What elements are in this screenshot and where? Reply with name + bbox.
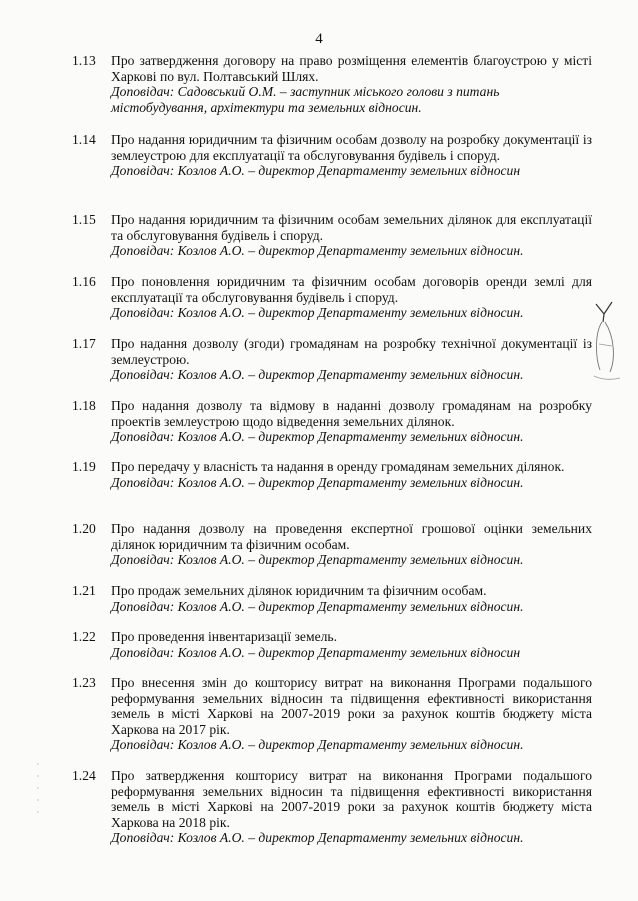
agenda-item <box>72 212 592 259</box>
agenda-item <box>72 675 592 753</box>
scan-artifact <box>36 760 40 820</box>
agenda-item <box>72 583 592 614</box>
item-speaker: Доповідач: Козлов А.О. – директор Департаменту земельних відносин. <box>111 367 524 382</box>
item-speaker: Доповідач: Козлов А.О. – директор Департаменту земельних відносин. <box>111 830 524 845</box>
item-title: Про продаж земельних ділянок юридичним та фізичним особам. <box>111 583 487 598</box>
handwritten-margin-mark <box>590 300 622 384</box>
item-title: Про затвердження договору на право розміщення елементів благоустрою у місті Харкові по вул. Полтавський Шлях. <box>111 53 592 84</box>
item-title: Про надання дозволу (згоди) громадянам на розробку технічної документації із землеустрою. <box>111 336 592 367</box>
item-speaker: Доповідач: Козлов А.О. – директор Департаменту земельних відносин <box>111 644 521 660</box>
item-number: 1.17 <box>72 336 96 351</box>
item-number: 1.20 <box>72 521 96 536</box>
item-title: Про надання дозволу на проведення експертної грошової оцінки земельних ділянок юридичним та фізичним особам. <box>111 521 592 552</box>
page-number: 4 <box>315 31 323 47</box>
item-title: Про надання юридичним та фізичним особам земельних ділянок для експлуатації та обслуговування будівель і споруд. <box>111 212 592 243</box>
agenda-item <box>72 336 592 383</box>
item-number: 1.24 <box>72 768 96 783</box>
item-title: Про поновлення юридичним та фізичним особам договорів оренди землі для експлуатації та обслуговування будівель і споруд. <box>111 274 592 305</box>
item-speaker: Доповідач: Козлов А.О. – директор Департаменту земельних відносин. <box>111 552 524 567</box>
item-number: 1.21 <box>72 583 96 598</box>
item-number: 1.22 <box>72 629 96 644</box>
agenda-item <box>72 398 592 445</box>
item-number: 1.23 <box>72 675 96 690</box>
item-speaker: Доповідач: Козлов А.О. – директор Департаменту земельних відносин. <box>111 598 524 614</box>
item-number: 1.19 <box>72 459 96 474</box>
item-speaker: Доповідач: Козлов А.О. – директор Департаменту земельних відносин. <box>111 429 524 444</box>
item-speaker: Доповідач: Козлов А.О. – директор Департаменту земельних відносин. <box>111 474 524 490</box>
agenda-item <box>72 53 592 115</box>
item-speaker: Доповідач: Козлов А.О. – директор Департаменту земельних відносин <box>111 163 521 178</box>
item-number: 1.15 <box>72 212 96 227</box>
agenda-item <box>72 521 592 568</box>
item-speaker: Доповідач: Садовський О.М. – заступник міського голови з питань містобудування, архітектури та земельних відносин. <box>111 84 500 115</box>
agenda-item <box>72 768 592 846</box>
item-title: Про проведення інвентаризації земель. <box>111 629 337 644</box>
item-title: Про надання юридичним та фізичним особам дозволу на розробку документації із землеустрою для експлуатації та обслуговування будівель і споруд. <box>111 132 592 163</box>
item-title: Про надання дозволу та відмову в наданні дозволу громадянам на розробку проектів землеустрою щодо відведення земельних ділянок. <box>111 398 592 429</box>
item-title: Про затвердження кошторису витрат на виконання Програми подальшого реформування земельних відносин та підвищення ефективності використання земель в місті Харкові на 2007-2019 роки за рахунок коштів бюджету міста Харкова на 2018 рік. <box>111 768 592 830</box>
agenda-item <box>72 274 592 321</box>
item-title: Про передачу у власність та надання в оренду громадянам земельних ділянок. <box>111 459 565 474</box>
agenda-item <box>72 132 592 179</box>
item-speaker: Доповідач: Козлов А.О. – директор Департаменту земельних відносин. <box>111 737 524 752</box>
item-speaker: Доповідач: Козлов А.О. – директор Департаменту земельних відносин. <box>111 305 524 320</box>
item-number: 1.14 <box>72 132 96 147</box>
agenda-item <box>72 459 592 490</box>
item-speaker: Доповідач: Козлов А.О. – директор Департаменту земельних відносин. <box>111 243 524 258</box>
agenda-item <box>72 629 592 660</box>
item-number: 1.16 <box>72 274 96 289</box>
item-number: 1.18 <box>72 398 96 413</box>
item-number: 1.13 <box>72 53 96 68</box>
item-title: Про внесення змін до кошторису витрат на виконання Програми подальшого реформування земельних відносин та підвищення ефективності використання земель в місті Харкові на 2007-2019 роки за рахунок коштів бюджету міста Харкова на 2017 рік. <box>111 675 592 737</box>
